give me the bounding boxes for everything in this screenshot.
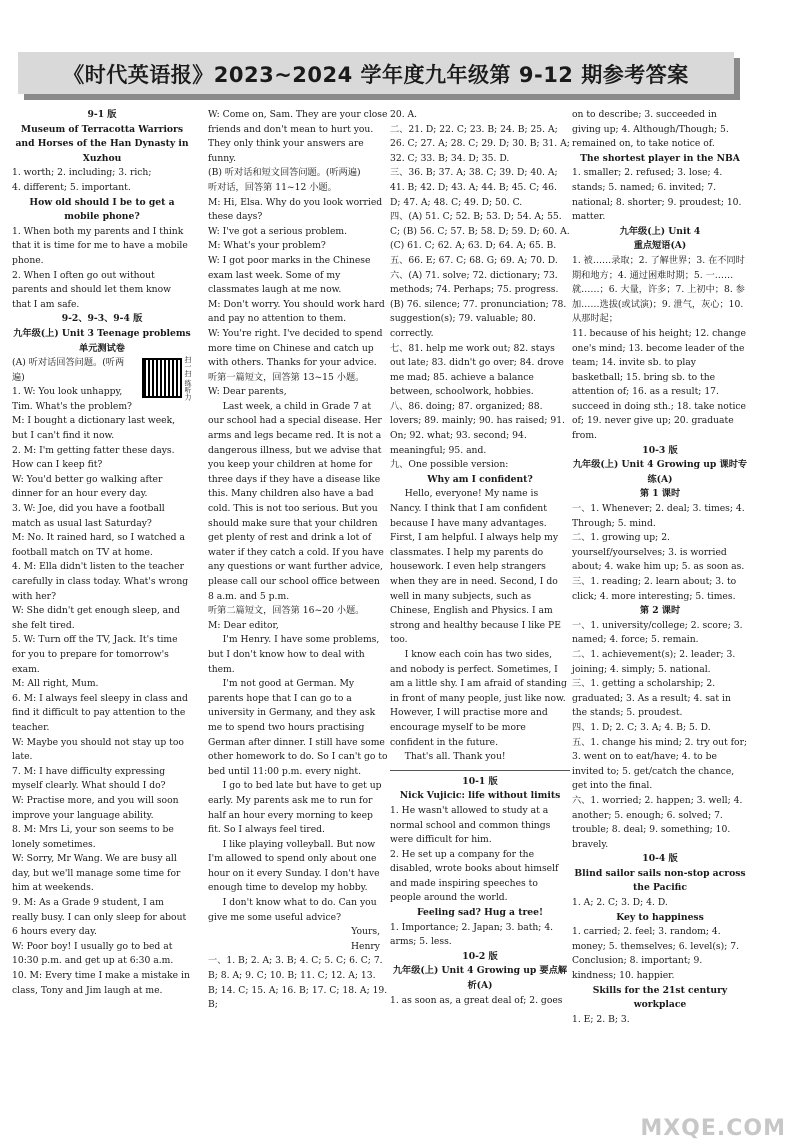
answer-text: 三、36. B; 37. A; 38. C; 39. D; 40. A; 41. B; 42. D; 43. A; 44. B; 45. C; 46. D; 47. A; 48. C; 49. D; 50. C. — [390, 167, 558, 208]
answer-text: 10. M: Every time I make a mistake in class, Tony and Jim laugh at me. — [12, 970, 190, 996]
answer-text: W: You'd better go walking after dinner for an hour every day. — [12, 473, 163, 500]
answer-text: W: I got poor marks in the Chinese exam last week. Some of my classmates laugh at me now. — [208, 254, 371, 296]
answer-text: 四、(A) 51. C; 52. B; 53. D; 54. A; 55. C; (B) 56. C; 57. B; 58. D; 59. D; 60. A. (C) 61. C; 62. A; 63. D; 64. A; 65. B. — [390, 211, 570, 252]
answer-text: 8. M: Mrs Li, your son seems to be lonely sometimes. — [12, 824, 174, 850]
section-heading: 10-3 版 — [642, 444, 678, 456]
answer-text: M: No. It rained hard, so I watched a football match on TV at home. — [12, 532, 185, 558]
answer-text: (A) 听对话回答问题。(听两遍) — [12, 357, 125, 383]
answer-text: 六、(A) 71. solve; 72. dictionary; 73. methods; 74. Perhaps; 75. progress. (B) 76. silence; 77. pronunciation; 78. suggestion(s); 79. valuable; 80. correctly. — [390, 269, 567, 339]
answer-text: 1. When both my parents and I think that it is time for me to have a mobile phone. — [12, 225, 188, 266]
qr-code-block — [138, 356, 192, 400]
answer-text: 三、1. reading; 2. learn about; 3. to click; 4. more interesting; 5. times. — [572, 576, 737, 602]
answer-text: M: Don't worry. You should work hard and pay no attention to them. — [208, 298, 385, 325]
answer-text: W: Sorry, Mr Wang. We are busy all day, but we'll manage some time for him at weekends. — [12, 853, 181, 894]
answer-text: M: All right, Mum. — [12, 678, 99, 690]
answer-text: 1. W: You look unhappy, Tim. What's the problem? — [12, 386, 132, 412]
answer-text: 1. 被……录取；2. 了解世界；3. 在不同时期和地方；4. 通过困难时期；5. 一……就……；6. 大量，许多；7. 上初中；8. 参加……选拔(或试演)；9. 泄气，灰心；10. 从那时起； — [572, 254, 745, 325]
section-heading: How old should I be to get a mobile phone? — [29, 196, 175, 223]
answer-text: M: I bought a dictionary last week, but I can't find it now. — [12, 415, 176, 442]
answer-text: 二、21. D; 22. C; 23. B; 24. B; 25. A; 26. C; 27. A; 28. C; 29. D; 30. B; 31. A; 32. C; 33. B; 34. D; 35. D. — [390, 123, 570, 164]
answer-text: 五、66. E; 67. C; 68. G; 69. A; 70. D. — [390, 254, 558, 266]
answer-text: 1. Importance; 2. Japan; 3. bath; 4. arms; 5. less. — [390, 921, 554, 948]
answer-text: 听第一篇短文，回答第 13~15 小题。 — [208, 371, 365, 383]
answer-text: 六、1. worried; 2. happen; 3. well; 4. another; 5. enough; 6. solved; 7. trouble; 8. deal; 9. something; 10. bravely. — [572, 794, 743, 850]
answer-text: 二、1. achievement(s); 2. leader; 3. joining; 4. simply; 5. national. — [572, 648, 736, 675]
paragraph-text: Last week, a child in Grade 7 at our school had a special disease. Her arms and legs became red. It is not a dangerous illness, but we advise that you keep your children at home for three days if they have a disease like this. Many children also have a bad cold. This is not too serious. But you should make sure that your children get plenty of rest and drink a lot of water if they catch a cold. If you have any questions or want further advice, please call our school office between 8 a.m. and 5 p.m. — [208, 400, 384, 602]
section-heading: 第 2 课时 — [639, 605, 681, 617]
paragraph-text: I'm not good at German. My parents hope that I can go to a university in Germany, and they ask me to spend two hours practising German after dinner. I still have some other homework to do. So I can't go to bed until 11:00 p.m. every night. — [208, 678, 388, 777]
section-divider — [390, 770, 570, 771]
answer-text: W: She didn't get enough sleep, and she felt tired. — [12, 605, 180, 631]
answer-text: 9. M: As a Grade 9 student, I am really busy. I can only sleep for about 6 hours every day. — [12, 897, 187, 938]
answer-text: 1. carried; 2. feel; 3. random; 4. money; 5. themselves; 6. level(s); 7. Conclusion; 8. important; 9. kindness; 10. happier. — [572, 926, 739, 982]
section-heading: 九年级(上) Unit 4 — [619, 225, 701, 237]
answer-text: 四、1. D; 2. C; 3. A; 4. B; 5. D. — [572, 721, 711, 733]
answer-text: 1. He wasn't allowed to study at a normal school and common things were difficult for him. — [390, 804, 551, 846]
answer-text: 一、1. B; 2. A; 3. B; 4. C; 5. C; 6. C; 7. B; 8. A; 9. C; 10. B; 11. C; 12. A; 13. B; 14. C; 15. A; 16. B; 17. C; 18. A; 19. B; — [208, 955, 388, 1011]
column-3 — [390, 108, 570, 1008]
paragraph-text: I'm Henry. I have some problems, but I don't know how to deal with them. — [208, 634, 380, 675]
answer-text: 一、1. university/college; 2. score; 3. named; 4. force; 5. remain. — [572, 619, 743, 646]
section-heading: 第 1 课时 — [639, 488, 681, 500]
paragraph-text: That's all. Thank you! — [404, 751, 506, 763]
section-heading: Feeling sad? Hug a tree! — [416, 907, 544, 919]
answer-text: W: Come on, Sam. They are your close friends and don't mean to hurt you. They only think your answers are funny. — [208, 109, 388, 164]
answer-text: 5. W: Turn off the TV, Jack. It's time for you to prepare for tomorrow's exam. — [12, 634, 178, 675]
qr-code-icon — [142, 358, 182, 398]
page-title: 《时代英语报》2023~2024 学年度九年级第 9-12 期参考答案 — [63, 63, 689, 87]
section-heading: Museum of Terracotta Warriors and Horses of the Han Dynasty in Xuzhou — [15, 123, 189, 164]
signature-line: Henry — [351, 940, 380, 952]
answer-text: on to describe; 3. succeeded in giving up; 4. Although/Though; 5. remained on, to take notice of. — [572, 109, 729, 150]
section-heading: 10-1 版 — [462, 775, 498, 787]
answer-text: M: Dear editor, — [208, 619, 279, 631]
answer-text: M: What's your problem? — [208, 240, 326, 252]
answer-text: 2. When I often go out without parents and should let them know that I am safe. — [12, 269, 171, 310]
section-heading: Nick Vujicic: life without limits — [399, 790, 561, 802]
answer-text: 7. M: I have difficulty expressing myself clearly. What should I do? — [12, 765, 166, 792]
paragraph-text: I go to bed late but have to get up early. My parents ask me to run for half an hour every morning to keep fit. So I always feel tired. — [208, 780, 382, 836]
answer-text: W: You're right. I've decided to spend more time on Chinese and catch up with others. Thanks for your advice. — [208, 327, 383, 369]
answer-text: M: Hi, Elsa. Why do you look worried these days? — [208, 196, 383, 223]
answer-text: W: Dear parents, — [208, 386, 287, 398]
qr-caption: 扫一扫 练听力 — [184, 356, 192, 401]
section-heading: 9-2、9-3、9-4 版 — [61, 313, 143, 325]
answer-text: 听第二篇短文，回答第 16~20 小题。 — [208, 605, 365, 617]
answer-text: 听对话，回答第 11~12 小题。 — [208, 181, 337, 193]
answer-text: 4. M: Ella didn't listen to the teacher carefully in class today. What's wrong with her? — [12, 561, 189, 602]
answer-text: 3. W: Joe, did you have a football match as usual last Saturday? — [12, 503, 165, 529]
answer-text: 2. M: I'm getting fatter these days. How can I keep fit? — [12, 444, 175, 471]
answer-text: 五、1. change his mind; 2. try out for; 3. went on to eat/have; 4. to be invited to; 5. get/catch the chance, get into the final. — [572, 736, 748, 792]
answer-text: 1. E; 2. B; 3. — [572, 1013, 630, 1025]
section-heading: 10-4 版 — [642, 853, 678, 865]
answer-text: W: Poor boy! I usually go to bed at 10:30 p.m. and get up at 6:30 a.m. — [12, 940, 174, 967]
answer-text: 2. He set up a company for the disabled, wrote books about himself and made inspiring speeches to people around the world. — [390, 848, 559, 904]
answer-text: 三、1. getting a scholarship; 2. graduated; 3. As a result; 4. sat in the stands; 5. proudest. — [572, 678, 731, 719]
answer-text: 1. smaller; 2. refused; 3. lose; 4. stands; 5. named; 6. invited; 7. national; 8. shorter; 9. proudest; 10. matter. — [572, 167, 742, 223]
section-heading: 重点短语(A) — [633, 240, 687, 252]
column-4 — [572, 108, 748, 1027]
answer-text: W: Practise more, and you will soon improve your language ability. — [12, 794, 179, 821]
paragraph-text: I know each coin has two sides, and nobody is perfect. Sometimes, I am a little shy. I am afraid of standing in front of many people, just like now. However, I will practise more and encourage myself to be more confident in the future. — [390, 648, 567, 748]
section-heading: The shortest player in the NBA — [580, 152, 740, 164]
section-heading: 9-1 版 — [87, 109, 117, 120]
answer-text: 九、One possible version: — [390, 459, 509, 471]
answer-text: 1. as soon as, a great deal of; 2. goes — [390, 994, 563, 1006]
section-heading: Why am I confident? — [427, 473, 533, 485]
answer-text: 八、86. doing; 87. organized; 88. lovers; 89. mainly; 90. has raised; 91. On; 92. what; 93. second; 94. meaningful; 95. and. — [390, 400, 565, 456]
section-heading: Blind sailor sails non-stop across the Pacific — [574, 867, 746, 894]
answer-text: 6. M: I always feel sleepy in class and find it difficult to pay attention to the teacher. — [12, 692, 188, 733]
column-1 — [12, 108, 192, 998]
answer-text: 七、81. help me work out; 82. stays out late; 83. didn't go over; 84. drove me mad; 85. achieve a balance between, schoolwork, hobbies. — [390, 342, 564, 398]
answer-text: 1. A; 2. C; 3. D; 4. D. — [572, 897, 668, 909]
section-heading: 10-2 版 — [462, 950, 498, 962]
section-heading: Skills for the 21st century workplace — [592, 984, 728, 1011]
answer-text: 20. A. — [390, 109, 418, 120]
paragraph-text: Hello, everyone! My name is Nancy. I think that I am confident because I have many advantages. First, I am helpful. I always help my classmates. I help my parents do housework. I even help strangers when they are in need. Second, I do well in many subjects, such as Chinese, English and Physics. I am strong and healthy because I like PE too. — [390, 488, 561, 646]
paragraph-text: I don't know what to do. Can you give me some useful advice? — [208, 897, 377, 923]
answer-text: 一、1. Whenever; 2. deal; 3. times; 4. Through; 5. mind. — [572, 503, 745, 529]
answer-text: W: Maybe you should not stay up too late. — [12, 736, 184, 763]
answer-text: 4. different; 5. important. — [12, 181, 131, 193]
answer-text: 11. because of his height; 12. change one's mind; 13. become leader of the team; 14. invite sb. to play basketball; 15. bring sb. to the attention of; 16. as a result; 17. succeed in doing sth.; 18. take notice of; 19. never give up; 20. graduate from. — [572, 327, 746, 442]
section-heading: 九年级(上) Unit 4 Growing up 要点解析(A) — [392, 965, 568, 992]
section-heading: 九年级(上) Unit 4 Growing up 课时专练(A) — [572, 459, 748, 485]
section-heading: 九年级(上) Unit 3 Teenage problems 单元测试卷 — [13, 327, 191, 354]
section-heading: Key to happiness — [616, 911, 704, 923]
paragraph-text: I like playing volleyball. But now I'm allowed to spend only about one hour on it every Sunday. I don't have enough time to develop my hobby. — [208, 838, 380, 894]
signature-line: Yours, — [351, 926, 380, 938]
answer-text: 1. worth; 2. including; 3. rich; — [12, 167, 152, 179]
column-2 — [208, 108, 388, 1013]
answer-text: W: I've got a serious problem. — [208, 225, 348, 237]
watermark-logo: MXQE.COM — [640, 1116, 786, 1141]
answer-text: (B) 听对话和短文回答问题。(听两遍) — [208, 167, 361, 179]
title-banner — [18, 52, 734, 94]
answer-text: 二、1. growing up; 2. yourself/yourselves; 3. is worried about; 4. wake him up; 5. as soon as. — [572, 532, 745, 573]
